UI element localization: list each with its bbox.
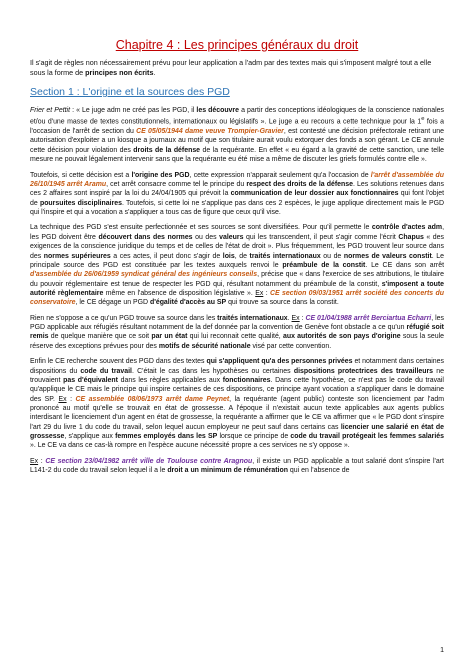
text-run: a ces actes, il peut donc s'agir de (110, 252, 223, 260)
text-run: : (38, 457, 46, 465)
text-run: , le CE dégage un PGD (75, 299, 150, 307)
intro-end: . (153, 67, 156, 77)
text-run: valeurs (219, 233, 244, 241)
text-run: qui s'appliquent qu'a des personnes privées (206, 358, 353, 366)
text-run: . Le CE dans son arrêt (365, 261, 445, 269)
text-run: femmes employés dans les SP (115, 433, 218, 441)
text-run: contrôle d'actes adm (371, 224, 443, 232)
text-run: . Dans cette hypothèse, ce n'est pas le code du travail qu'applique le CE mais le principe qui inspire certaines de ces dispositions, ce principe ayant vocation a s'appliquer dans le domaine des SP. (30, 377, 444, 403)
text-run: qui font l'objet de (30, 190, 444, 207)
text-run: . Les solutions retenues dans ces 2 affaires sont inspiré par la loi du 24/04/1905 qui prévoit la (30, 180, 444, 198)
text-run: ». Le CE va dans ce cas-là rompre en l'espèce aucune nécessité propre a ces services ne s'y oppose ». (30, 442, 350, 450)
text-run: Toutefois, si cette décision est a (30, 171, 132, 179)
paragraph (30, 223, 444, 307)
case-reference: CE section 23/04/1982 arrêt ville de Toulouse contre Aragnou (45, 457, 253, 465)
text-run: s'imposent a toute autorité règlementaire (30, 280, 444, 297)
case-reference: CE section 09/03/1951 arrêt société des concerts du conservatoire (30, 289, 444, 307)
chapter-title: Chapitre 4 : Les principes généraux du droit (115, 38, 359, 52)
intro-paragraph (30, 58, 444, 77)
text-run: droit a un minimum de rémunération (167, 467, 288, 475)
text-run: visé par cette convention. (250, 342, 332, 350)
text-run: : (299, 314, 306, 322)
text-run: ou des (192, 233, 220, 241)
text-run: pas d'équivalent (63, 377, 118, 384)
text-run: Rien ne s'oppose a ce qu'un PGD trouve sa source dans les (30, 314, 218, 322)
text-run: par un état (151, 333, 188, 341)
text-run: traités internationaux (217, 314, 288, 322)
case-reference: d'assemblée du 26/06/1959 syndicat général des ingénieurs conseils (30, 271, 258, 279)
text-run: Frier et Pettit (30, 107, 71, 114)
text-run: : « Le juge adm ne créé pas les PGD, il (70, 107, 197, 114)
text-run: , les PGD applicable aux réfugiés résultant notamment de la def donnée par la convention de Genève font obstacle a ce qu'un (30, 314, 444, 332)
text-run: e (421, 116, 425, 123)
text-run: droits de la défense (133, 146, 201, 154)
text-run: , est contesté une décision préfectorale retirant une autorisation d'exploiter a un kiosque a journaux au motif que son titulaire aurait voulu extorquer des fonds a son gérant. Le CE annule cette décision pour violation des (30, 128, 444, 154)
text-run: respect des droits de la défense (246, 180, 353, 188)
text-run: qui en l'absence de (287, 467, 350, 475)
text-run: préambule de la constit (282, 261, 366, 269)
text-run: , cet arrêt consacre comme tel le principe du (106, 180, 247, 188)
text-run: sous la seule réserve des exceptions prévues pour des (30, 333, 444, 350)
text-run: motifs de sécurité nationale (158, 342, 251, 350)
text-run: dans les règles applicables aux (117, 377, 223, 384)
text-run: poursuites disciplinaires (39, 199, 122, 207)
case-reference: CE assemblée 08/06/1973 arrêt dame Peynet (75, 395, 230, 403)
text-run: code du travail (80, 367, 132, 375)
text-run: , s'applique aux (64, 433, 116, 441)
text-run: . Le principale source des PGD est constituée par les textes auxquels renvoi le (30, 252, 445, 269)
text-run: fois a l'occasion de l'arrêt de section du (30, 118, 444, 135)
text-run: , précise que « dans l'exercice de ses attributions, le titulaire du pouvoir réglementaire est tenue de respecter les PGD qui, résultant notamment du préambule de la constit, (30, 271, 444, 288)
text-run: fonctionnaires (222, 377, 271, 384)
case-reference: CE 01/04/1988 arrêt Berciartua Echarri (305, 314, 432, 322)
text-run: code du travail protégeait les femmes salariés (290, 433, 444, 441)
text-run: réfugié soit remis (30, 324, 444, 341)
text-run: ou de (320, 252, 344, 260)
text-run: Ex (30, 457, 39, 465)
text-run: découvert dans des normes (98, 233, 193, 241)
paragraph (30, 314, 444, 351)
text-run: de la requérante. En effet « eu égard a la gravité de cette sanction, une telle mesure ne pouvait légalement intervenir sans que la requérante eu été mise a même de discuter les griefs formulés contre elle ». (30, 146, 445, 164)
text-run: : (263, 289, 270, 297)
text-run: , cette expression n'apparait seulement qu'a l'occasion de (189, 171, 371, 179)
page-number: 1 (440, 647, 444, 654)
text-run: d'égalité d'accès au SP (149, 299, 227, 307)
text-run: lois (222, 252, 235, 260)
text-run: qui trouve sa source dans la constit. (226, 299, 339, 307)
text-run: Enfin le CE recherche souvent des PGD dans des textes (30, 358, 207, 366)
intro-bold: principes non écrits (85, 67, 154, 77)
paragraph (30, 171, 444, 218)
text-run: traités internationaux (249, 252, 321, 260)
text-run: l'origine des PGD (131, 171, 190, 179)
text-run: et notamment dans certaines dispositions du (30, 358, 444, 375)
text-run: . (287, 314, 292, 322)
text-run: , de (234, 252, 250, 260)
text-run: , les PGD doivent être (30, 224, 445, 241)
text-run: normes de valeurs constit (343, 252, 432, 260)
text-run: les découvre (196, 107, 239, 114)
case-reference: l'arrêt d'assemblée du 26/10/1945 arrêt Aramu (30, 171, 445, 188)
text-run: même en l'absence de disposition législative ». (103, 289, 256, 297)
text-run: « des exigences de la conscience juridique du temps et de celles de l'état de droit ». Plus fréquemment, les PGD trouvent leur source dans des (30, 233, 444, 260)
section-heading: Section 1 : L'origine et la sources des PGD (30, 86, 230, 98)
document-body (30, 106, 444, 482)
text-run: ne trouvaient (30, 367, 444, 384)
text-run: aux autorités de son pays d'origine (282, 333, 401, 341)
text-run: , il existe un PGD applicable a tout salarié dont s'inspire l'art L141-2 du code du travail selon lequel il a le (30, 457, 444, 475)
text-run: Ex (291, 314, 300, 322)
paragraph (30, 457, 444, 476)
text-run: : (66, 395, 76, 403)
text-run: communication de leur dossier aux fonctionnaires (230, 190, 399, 198)
intro-text: Il s'agit de règles non nécessairement prévu pour leur application a l'adm par des textes mais qui s'imposent malgré tout a elle sous la forme de (30, 58, 432, 77)
text-run: Ex (255, 289, 264, 297)
text-run: Ex (58, 395, 67, 403)
paragraph (30, 106, 444, 164)
text-run: qui lui reconnait cette qualité, (187, 333, 283, 341)
text-run: de quelque manière que ce soit (48, 333, 152, 341)
text-run: lorsque ce principe de (217, 433, 291, 441)
text-run: , la requérante (agent public) conteste son licenciement par l'adm prononcé au motif qu'elle se trouvait en état de grossesse. A l'époque il n'existait aucun texte applicables aux agents publics interdisant le licenciement d'un agent en état de grossesse, la requérante a affirmer que le CE va affirmer que « le PGD dont s'inspire l'art 29 du livre 1 du code du travail, selon lequel aucun employeur ne peut sauf dans certains cas (30, 395, 444, 431)
text-run: . Toutefois, si cette loi ne s'applique pas dans ces 2 espèces, le juge applique directement mais le PGD qui l'inspire et qui a vocation a s'appliquer a tous cas de figure que ceux qu'il vise. (30, 199, 444, 216)
text-run: normes supérieures (43, 252, 111, 260)
text-run: . C'était le cas dans les hypothèses ou certaines (131, 367, 294, 375)
case-reference: CE 05/05/1944 dame veuve Trompier-Gravier (136, 128, 284, 135)
text-run: La technique des PGD s'est ensuite perfectionnée et ses sources se sont diversifiées. Pour qu'il permette le (30, 224, 372, 232)
text-run: qui les transcendent, il peut s'agir comme l'écrit (243, 233, 399, 241)
paragraph (30, 357, 444, 450)
text-run: dispositions protectrices des travailleurs (293, 367, 434, 375)
text-run: Chapus (398, 233, 424, 241)
text-run: a partir des conceptions idéologiques de la conscience nationales et/ou d'une masse de textes constitutionnels, internationaux ou législatifs ». Le juge a eu recours a cette technique pour la 1 (30, 107, 444, 126)
text-run: licencier une salarié en état de grossesse (30, 423, 444, 441)
